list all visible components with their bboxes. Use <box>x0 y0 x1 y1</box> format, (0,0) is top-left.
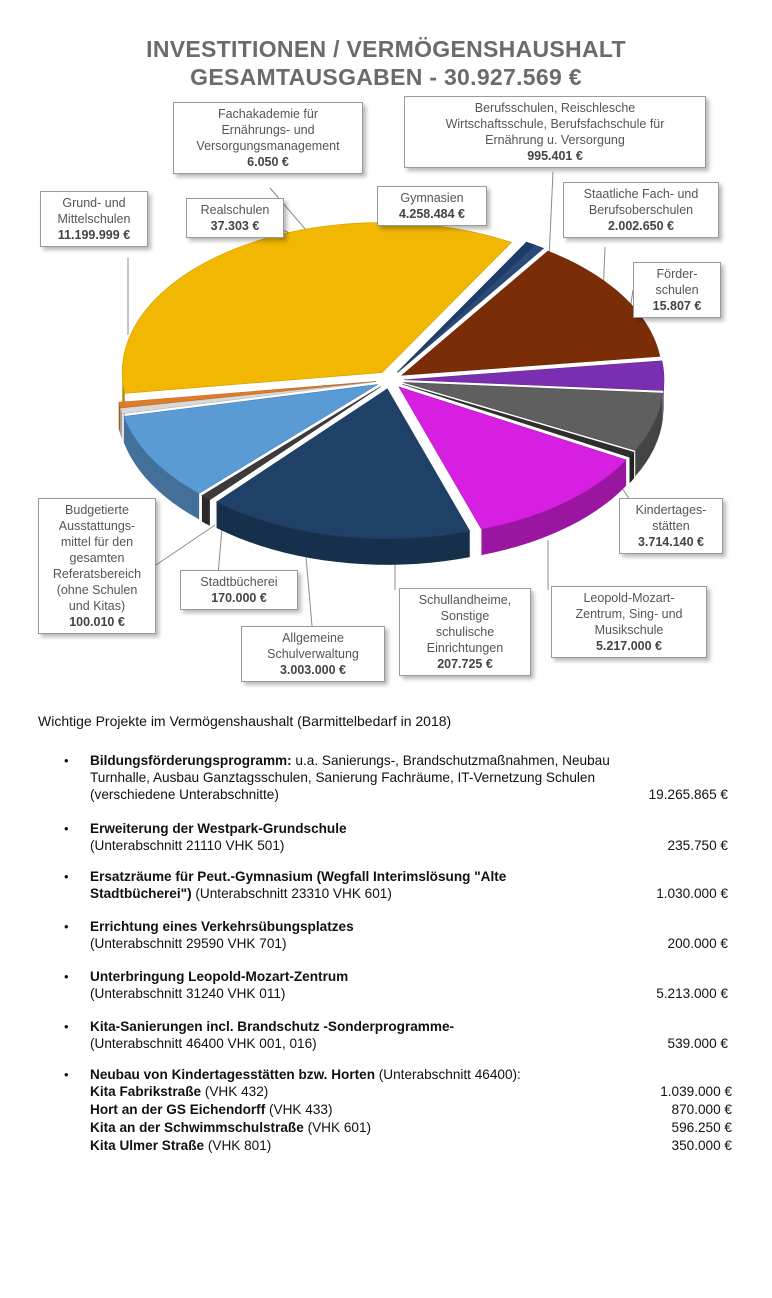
project-description <box>90 868 590 902</box>
callout-gymnasien <box>377 186 487 226</box>
pie-slice-side <box>202 496 210 526</box>
sub-item-amount: 1.039.000 € <box>660 1084 732 1099</box>
project-amount: 235.750 € <box>667 838 728 853</box>
callout-grund-mittelschulen <box>40 191 148 247</box>
project-item <box>64 1018 736 1054</box>
sub-item-title: Kita an der Schwimmschulstraße <box>90 1120 304 1135</box>
chart-title-line1: INVESTITIONEN / VERMÖGENSHAUSHALT <box>146 36 626 62</box>
project-description <box>90 968 610 1002</box>
project-title: Unterbringung Leopold-Mozart-Zentrum <box>90 969 349 984</box>
callout-fachakademie <box>173 102 363 174</box>
project-item <box>64 752 736 806</box>
project-amount: 539.000 € <box>667 1036 728 1051</box>
callout-berufsschulen <box>404 96 706 168</box>
callout-schulverwaltung <box>241 626 385 682</box>
bullet: • <box>64 753 69 768</box>
chart-title-line2: GESAMTAUSGABEN - 30.927.569 € <box>190 64 582 90</box>
project-title: Erweiterung der Westpark-Grundschule <box>90 821 347 836</box>
callout-kindertagesstaetten <box>619 498 723 554</box>
callout-label: Grund- und Mittelschulen <box>57 196 131 226</box>
callout-label: Fachakademie für Ernährungs- und Versorgungsmanagement <box>196 107 340 153</box>
callout-value: 170.000 € <box>211 591 267 605</box>
sub-item-amount: 596.250 € <box>671 1120 732 1135</box>
callout-value: 11.199.999 € <box>57 228 131 242</box>
project-title: Kita-Sanierungen incl. Brandschutz -Sonderprogramme- <box>90 1019 455 1034</box>
callout-label: Berufsschulen, Reischlesche Wirtschaftsschule, Berufsfachschule für Ernährung u. Versorgung <box>445 101 665 147</box>
sub-item-amount: 350.000 € <box>671 1138 732 1153</box>
callout-value: 3.714.140 € <box>637 535 705 549</box>
callout-label: Allgemeine Schulverwaltung <box>267 631 359 661</box>
callout-label: Realschulen <box>200 203 270 217</box>
callout-label: Staatliche Fach- und Berufsoberschulen <box>583 187 699 217</box>
project-amount: 19.265.865 € <box>648 787 728 802</box>
project-amount: 5.213.000 € <box>656 986 728 1001</box>
callout-budgetierte-mittel <box>38 498 156 634</box>
callout-realschulen <box>186 198 284 238</box>
bullet: • <box>64 1067 69 1082</box>
callout-schullandheime <box>399 588 531 676</box>
callout-value: 5.217.000 € <box>595 639 663 653</box>
callout-stadtbuecherei <box>180 570 298 610</box>
sub-item-title: Hort an der GS Eichendorff <box>90 1102 266 1117</box>
sub-item-details: (VHK 801) <box>204 1138 272 1153</box>
project-description <box>90 918 610 952</box>
callout-label: Kindertages- stätten <box>635 503 707 533</box>
sub-item-amount: 870.000 € <box>671 1102 732 1117</box>
callout-leopold-mozart <box>551 586 707 658</box>
callout-label: Förder- schulen <box>655 267 699 297</box>
project-amount: 1.030.000 € <box>656 886 728 901</box>
projects-heading: Wichtige Projekte im Vermögenshaushalt (Barmittelbedarf in 2018) <box>38 713 452 729</box>
callout-label: Gymnasien <box>400 191 464 205</box>
sub-item <box>90 1119 730 1136</box>
project-description <box>90 820 610 854</box>
sub-item <box>90 1137 730 1154</box>
bullet: • <box>64 869 69 884</box>
sub-item-title: Kita Ulmer Straße <box>90 1138 205 1153</box>
sub-item <box>90 1101 730 1118</box>
project-item-kita <box>64 1066 736 1158</box>
project-item <box>64 968 736 1004</box>
callout-label: Stadtbücherei <box>200 575 278 589</box>
project-details: (Unterabschnitt 31240 VHK 011) <box>90 986 286 1001</box>
sub-item <box>90 1083 730 1100</box>
sub-item-details: (VHK 432) <box>201 1084 269 1099</box>
bullet: • <box>64 821 69 836</box>
project-title: Neubau von Kindertagesstätten bzw. Horten <box>90 1067 375 1082</box>
callout-fach-berufsoberschulen <box>563 182 719 238</box>
project-item <box>64 868 736 904</box>
project-title: Bildungsförderungsprogramm: <box>90 753 292 768</box>
project-details: (Unterabschnitt 23310 VHK 601) <box>191 886 392 901</box>
callout-value: 995.401 € <box>527 149 583 163</box>
callout-value: 3.003.000 € <box>279 663 347 677</box>
leader-line <box>156 525 215 565</box>
project-description <box>90 752 610 803</box>
leader-line <box>218 528 222 575</box>
project-item <box>64 820 736 856</box>
project-title: Errichtung eines Verkehrsübungsplatzes <box>90 919 354 934</box>
callout-label: Budgetierte Ausstattungs- mittel für den gesamten Referatsbereich (ohne Schulen und Kitas) <box>52 503 142 613</box>
sub-item-title: Kita Fabrikstraße <box>90 1084 202 1099</box>
bullet: • <box>64 1019 69 1034</box>
pie-slices <box>119 223 664 565</box>
callout-value: 207.725 € <box>437 657 493 671</box>
sub-item-details: (VHK 433) <box>265 1102 333 1117</box>
project-details: (Unterabschnitt 46400): <box>375 1067 521 1082</box>
project-details: (Unterabschnitt 29590 VHK 701) <box>90 936 287 951</box>
project-item <box>64 918 736 954</box>
project-details: u.a. Sanierungs-, Brandschutzmaßnahmen, Neubau Turnhalle, Ausbau Ganztagsschulen, Sanierung Fachräume, IT-Vernetzung Schulen (verschiedene Unterabschnitte) <box>90 753 610 802</box>
bullet: • <box>64 969 69 984</box>
sub-item-details: (VHK 601) <box>303 1120 372 1135</box>
callout-value: 2.002.650 € <box>607 219 675 233</box>
bullet: • <box>64 919 69 934</box>
callout-label: Schullandheime, Sonstige schulische Einrichtungen <box>418 593 512 655</box>
callout-value: 15.807 € <box>652 299 702 313</box>
project-description <box>90 1018 610 1052</box>
callout-value: 4.258.484 € <box>398 207 466 221</box>
project-amount: 200.000 € <box>667 936 728 951</box>
callout-value: 100.010 € <box>69 615 125 629</box>
project-title: Ersatzräume für Peut.-Gymnasium (Wegfall Interimslösung "Alte Stadtbücherei") <box>90 869 507 901</box>
project-details: (Unterabschnitt 21110 VHK 501) <box>90 838 285 853</box>
callout-value: 37.303 € <box>210 219 260 233</box>
project-details: (Unterabschnitt 46400 VHK 001, 016) <box>90 1036 317 1051</box>
callout-foerderschulen <box>633 262 721 318</box>
project-description <box>90 1066 610 1083</box>
callout-label: Leopold-Mozart- Zentrum, Sing- und Musikschule <box>575 591 683 637</box>
callout-value: 6.050 € <box>247 155 289 169</box>
